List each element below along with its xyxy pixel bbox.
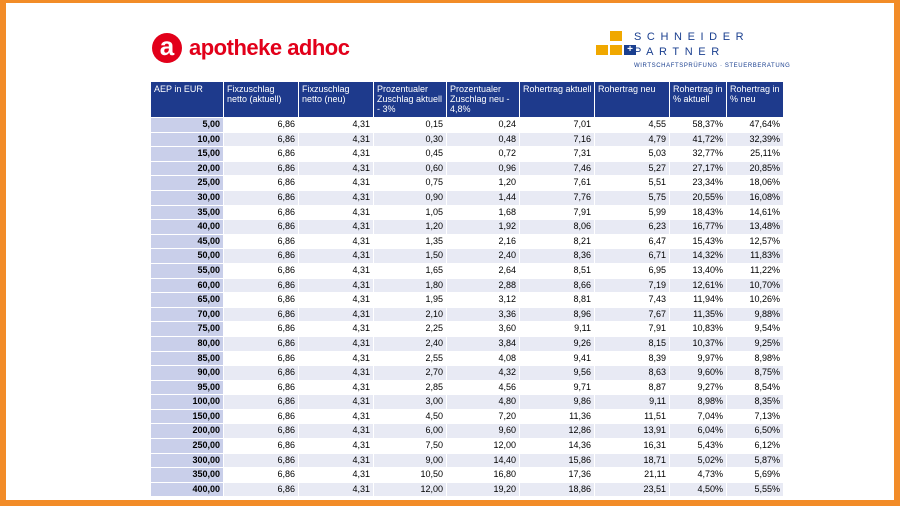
table-cell: 6,86 bbox=[224, 147, 298, 161]
table-cell: 7,16 bbox=[520, 133, 594, 147]
table-cell: 7,04% bbox=[670, 410, 726, 424]
table-cell: 6,86 bbox=[224, 206, 298, 220]
table-cell: 16,77% bbox=[670, 220, 726, 234]
table-cell: 23,34% bbox=[670, 176, 726, 190]
logo-tagline-text: WIRTSCHAFTSPRÜFUNG · STEUERBERATUNG bbox=[634, 63, 791, 69]
table-cell: 0,72 bbox=[447, 147, 519, 161]
table-cell: 14,40 bbox=[447, 454, 519, 468]
table-cell: 21,11 bbox=[595, 468, 669, 482]
table-cell: 6,86 bbox=[224, 424, 298, 438]
table-cell: 9,97% bbox=[670, 352, 726, 366]
table-cell: 6,23 bbox=[595, 220, 669, 234]
table-cell: 4,31 bbox=[299, 410, 373, 424]
table-row bbox=[151, 410, 783, 424]
table-cell: 5,87% bbox=[727, 454, 783, 468]
table-cell: 12,00 bbox=[447, 439, 519, 453]
table-cell: 7,67 bbox=[595, 308, 669, 322]
table-row bbox=[151, 249, 783, 263]
table-cell: 4,31 bbox=[299, 176, 373, 190]
table-cell: 6,86 bbox=[224, 454, 298, 468]
table-cell: 4,31 bbox=[299, 235, 373, 249]
table-cell: 8,54% bbox=[727, 381, 783, 395]
aep-cell: 15,00 bbox=[151, 147, 223, 161]
table-row bbox=[151, 366, 783, 380]
table-cell: 8,66 bbox=[520, 279, 594, 293]
table-cell: 41,72% bbox=[670, 133, 726, 147]
table-row bbox=[151, 133, 783, 147]
table-cell: 4,32 bbox=[447, 366, 519, 380]
table-cell: 11,36 bbox=[520, 410, 594, 424]
apotheke-adhoc-logo bbox=[152, 33, 349, 63]
table-cell: 1,95 bbox=[374, 293, 446, 307]
aep-cell: 10,00 bbox=[151, 133, 223, 147]
table-cell: 8,15 bbox=[595, 337, 669, 351]
aep-cell: 90,00 bbox=[151, 366, 223, 380]
table-cell: 18,71 bbox=[595, 454, 669, 468]
table-cell: 2,85 bbox=[374, 381, 446, 395]
table-row bbox=[151, 322, 783, 336]
table-cell: 6,86 bbox=[224, 395, 298, 409]
table-cell: 6,86 bbox=[224, 308, 298, 322]
aep-cell: 350,00 bbox=[151, 468, 223, 482]
table-cell: 4,79 bbox=[595, 133, 669, 147]
table-cell: 4,31 bbox=[299, 483, 373, 497]
table-cell: 2,40 bbox=[374, 337, 446, 351]
table-row bbox=[151, 439, 783, 453]
table-cell: 11,35% bbox=[670, 308, 726, 322]
table-cell: 0,96 bbox=[447, 162, 519, 176]
aep-cell: 250,00 bbox=[151, 439, 223, 453]
table-cell: 1,92 bbox=[447, 220, 519, 234]
table-cell: 7,19 bbox=[595, 279, 669, 293]
table-cell: 6,86 bbox=[224, 410, 298, 424]
table-cell: 4,31 bbox=[299, 308, 373, 322]
table-cell: 6,71 bbox=[595, 249, 669, 263]
table-cell: 12,61% bbox=[670, 279, 726, 293]
table-cell: 8,96 bbox=[520, 308, 594, 322]
table-cell: 11,94% bbox=[670, 293, 726, 307]
table-cell: 4,31 bbox=[299, 249, 373, 263]
column-header: Fixzuschlag netto (neu) bbox=[299, 82, 373, 117]
table-cell: 16,80 bbox=[447, 468, 519, 482]
table-body bbox=[151, 118, 783, 496]
table-cell: 3,12 bbox=[447, 293, 519, 307]
table-cell: 16,31 bbox=[595, 439, 669, 453]
table-cell: 12,57% bbox=[727, 235, 783, 249]
table-cell: 11,22% bbox=[727, 264, 783, 278]
table-cell: 1,05 bbox=[374, 206, 446, 220]
table-cell: 19,20 bbox=[447, 483, 519, 497]
table-cell: 7,13% bbox=[727, 410, 783, 424]
table-cell: 25,11% bbox=[727, 147, 783, 161]
table-cell: 47,64% bbox=[727, 118, 783, 132]
aep-cell: 95,00 bbox=[151, 381, 223, 395]
aep-cell: 45,00 bbox=[151, 235, 223, 249]
table-cell: 9,00 bbox=[374, 454, 446, 468]
table-cell: 13,91 bbox=[595, 424, 669, 438]
table-cell: 4,31 bbox=[299, 468, 373, 482]
table-cell: 1,65 bbox=[374, 264, 446, 278]
table-cell: 10,50 bbox=[374, 468, 446, 482]
table-row bbox=[151, 483, 783, 497]
table-cell: 7,50 bbox=[374, 439, 446, 453]
table-cell: 7,31 bbox=[520, 147, 594, 161]
aep-cell: 60,00 bbox=[151, 279, 223, 293]
table-cell: 8,51 bbox=[520, 264, 594, 278]
table-cell: 8,21 bbox=[520, 235, 594, 249]
table-cell: 0,75 bbox=[374, 176, 446, 190]
table-cell: 6,47 bbox=[595, 235, 669, 249]
aep-cell: 80,00 bbox=[151, 337, 223, 351]
table-cell: 0,60 bbox=[374, 162, 446, 176]
table-cell: 11,51 bbox=[595, 410, 669, 424]
table-cell: 16,08% bbox=[727, 191, 783, 205]
column-header: AEP in EUR bbox=[151, 82, 223, 117]
table-cell: 1,35 bbox=[374, 235, 446, 249]
table-cell: 5,75 bbox=[595, 191, 669, 205]
table-cell: 4,31 bbox=[299, 352, 373, 366]
table-cell: 3,60 bbox=[447, 322, 519, 336]
table-cell: 4,31 bbox=[299, 395, 373, 409]
aep-cell: 20,00 bbox=[151, 162, 223, 176]
table-cell: 7,91 bbox=[520, 206, 594, 220]
table-cell: 3,00 bbox=[374, 395, 446, 409]
table-cell: 1,68 bbox=[447, 206, 519, 220]
table-cell: 0,15 bbox=[374, 118, 446, 132]
table-cell: 6,04% bbox=[670, 424, 726, 438]
table-cell: 5,99 bbox=[595, 206, 669, 220]
logo-schneider-text: SCHNEIDER bbox=[634, 31, 750, 43]
table-cell: 1,44 bbox=[447, 191, 519, 205]
table-row bbox=[151, 176, 783, 190]
aep-cell: 85,00 bbox=[151, 352, 223, 366]
table-cell: 18,06% bbox=[727, 176, 783, 190]
table-cell: 15,43% bbox=[670, 235, 726, 249]
table-cell: 9,26 bbox=[520, 337, 594, 351]
table-cell: 0,30 bbox=[374, 133, 446, 147]
table-cell: 9,54% bbox=[727, 322, 783, 336]
table-cell: 2,16 bbox=[447, 235, 519, 249]
table-cell: 12,00 bbox=[374, 483, 446, 497]
table-cell: 6,86 bbox=[224, 439, 298, 453]
schneider-partner-logo bbox=[596, 31, 791, 75]
table-cell: 18,86 bbox=[520, 483, 594, 497]
table-cell: 5,03 bbox=[595, 147, 669, 161]
logo-plus-icon: + bbox=[624, 45, 636, 55]
table-row bbox=[151, 235, 783, 249]
table-cell: 4,31 bbox=[299, 322, 373, 336]
table-cell: 3,36 bbox=[447, 308, 519, 322]
table-cell: 5,43% bbox=[670, 439, 726, 453]
table-row bbox=[151, 279, 783, 293]
table-cell: 9,25% bbox=[727, 337, 783, 351]
table-cell: 7,76 bbox=[520, 191, 594, 205]
table-cell: 5,02% bbox=[670, 454, 726, 468]
table-cell: 9,71 bbox=[520, 381, 594, 395]
table-cell: 2,64 bbox=[447, 264, 519, 278]
table-cell: 6,86 bbox=[224, 191, 298, 205]
table-cell: 4,31 bbox=[299, 191, 373, 205]
aep-cell: 75,00 bbox=[151, 322, 223, 336]
table-row bbox=[151, 191, 783, 205]
table-cell: 13,40% bbox=[670, 264, 726, 278]
table-cell: 2,55 bbox=[374, 352, 446, 366]
table-cell: 6,86 bbox=[224, 352, 298, 366]
table-cell: 2,70 bbox=[374, 366, 446, 380]
table-cell: 6,86 bbox=[224, 133, 298, 147]
table-cell: 7,91 bbox=[595, 322, 669, 336]
table-cell: 8,06 bbox=[520, 220, 594, 234]
table-row bbox=[151, 308, 783, 322]
table-cell: 6,86 bbox=[224, 162, 298, 176]
table-cell: 9,86 bbox=[520, 395, 594, 409]
aep-cell: 70,00 bbox=[151, 308, 223, 322]
column-header: Rohertrag in % aktuell bbox=[670, 82, 726, 117]
table-cell: 4,31 bbox=[299, 424, 373, 438]
table-row bbox=[151, 118, 783, 132]
table-cell: 6,86 bbox=[224, 264, 298, 278]
table-cell: 15,86 bbox=[520, 454, 594, 468]
table-cell: 32,77% bbox=[670, 147, 726, 161]
table-cell: 7,46 bbox=[520, 162, 594, 176]
table-cell: 6,86 bbox=[224, 279, 298, 293]
table-cell: 4,31 bbox=[299, 337, 373, 351]
table-cell: 7,43 bbox=[595, 293, 669, 307]
table-row bbox=[151, 395, 783, 409]
table-row bbox=[151, 352, 783, 366]
table-cell: 4,31 bbox=[299, 162, 373, 176]
table-cell: 6,86 bbox=[224, 118, 298, 132]
logo-square-icon bbox=[610, 31, 622, 41]
table-row bbox=[151, 206, 783, 220]
table-cell: 4,31 bbox=[299, 118, 373, 132]
column-header: Rohertrag aktuell bbox=[520, 82, 594, 117]
table-cell: 6,50% bbox=[727, 424, 783, 438]
table-cell: 1,50 bbox=[374, 249, 446, 263]
table-cell: 8,35% bbox=[727, 395, 783, 409]
aep-cell: 5,00 bbox=[151, 118, 223, 132]
table-cell: 8,81 bbox=[520, 293, 594, 307]
margin-comparison-table bbox=[150, 81, 784, 497]
table-cell: 9,60% bbox=[670, 366, 726, 380]
table-cell: 5,51 bbox=[595, 176, 669, 190]
aep-cell: 30,00 bbox=[151, 191, 223, 205]
table-cell: 4,50 bbox=[374, 410, 446, 424]
table-cell: 0,48 bbox=[447, 133, 519, 147]
table-cell: 0,45 bbox=[374, 147, 446, 161]
table-header-row bbox=[151, 82, 783, 117]
aep-cell: 300,00 bbox=[151, 454, 223, 468]
table-cell: 9,88% bbox=[727, 308, 783, 322]
table-cell: 14,32% bbox=[670, 249, 726, 263]
apotheke-adhoc-mark-icon: a bbox=[152, 33, 182, 63]
table-cell: 4,08 bbox=[447, 352, 519, 366]
table-cell: 8,39 bbox=[595, 352, 669, 366]
table-cell: 7,01 bbox=[520, 118, 594, 132]
aep-cell: 65,00 bbox=[151, 293, 223, 307]
table-cell: 1,80 bbox=[374, 279, 446, 293]
aep-cell: 100,00 bbox=[151, 395, 223, 409]
table-cell: 13,48% bbox=[727, 220, 783, 234]
table-cell: 5,55% bbox=[727, 483, 783, 497]
table-cell: 2,88 bbox=[447, 279, 519, 293]
table-cell: 8,75% bbox=[727, 366, 783, 380]
table-cell: 6,86 bbox=[224, 381, 298, 395]
table-cell: 11,83% bbox=[727, 249, 783, 263]
table-cell: 12,86 bbox=[520, 424, 594, 438]
table-cell: 6,86 bbox=[224, 220, 298, 234]
column-header: Fixzuschlag netto (aktuell) bbox=[224, 82, 298, 117]
logo-square-icon bbox=[596, 45, 608, 55]
aep-cell: 40,00 bbox=[151, 220, 223, 234]
table-cell: 20,85% bbox=[727, 162, 783, 176]
table-cell: 4,31 bbox=[299, 206, 373, 220]
table-cell: 6,86 bbox=[224, 322, 298, 336]
table-cell: 0,24 bbox=[447, 118, 519, 132]
table-cell: 4,55 bbox=[595, 118, 669, 132]
table-cell: 0,90 bbox=[374, 191, 446, 205]
table-cell: 9,41 bbox=[520, 352, 594, 366]
table-cell: 10,83% bbox=[670, 322, 726, 336]
table-cell: 4,31 bbox=[299, 293, 373, 307]
table-cell: 23,51 bbox=[595, 483, 669, 497]
table-cell: 7,61 bbox=[520, 176, 594, 190]
table-cell: 6,95 bbox=[595, 264, 669, 278]
table-cell: 6,86 bbox=[224, 235, 298, 249]
table-cell: 8,87 bbox=[595, 381, 669, 395]
table-cell: 8,36 bbox=[520, 249, 594, 263]
apotheke-adhoc-wordmark: apotheke adhoc bbox=[189, 35, 350, 60]
table-cell: 4,31 bbox=[299, 133, 373, 147]
table-cell: 4,31 bbox=[299, 264, 373, 278]
aep-cell: 55,00 bbox=[151, 264, 223, 278]
table-cell: 4,31 bbox=[299, 147, 373, 161]
table-cell: 4,50% bbox=[670, 483, 726, 497]
table-cell: 9,11 bbox=[595, 395, 669, 409]
table-cell: 2,25 bbox=[374, 322, 446, 336]
table-row bbox=[151, 220, 783, 234]
table-cell: 6,86 bbox=[224, 249, 298, 263]
table-row bbox=[151, 468, 783, 482]
table-cell: 6,86 bbox=[224, 176, 298, 190]
column-header: Rohertrag neu bbox=[595, 82, 669, 117]
table-cell: 8,98% bbox=[727, 352, 783, 366]
table-cell: 2,40 bbox=[447, 249, 519, 263]
table-cell: 6,00 bbox=[374, 424, 446, 438]
table-cell: 1,20 bbox=[447, 176, 519, 190]
aep-cell: 35,00 bbox=[151, 206, 223, 220]
table-row bbox=[151, 454, 783, 468]
table-cell: 7,20 bbox=[447, 410, 519, 424]
table-cell: 6,12% bbox=[727, 439, 783, 453]
table-cell: 9,27% bbox=[670, 381, 726, 395]
table-row bbox=[151, 337, 783, 351]
table-row bbox=[151, 293, 783, 307]
table-cell: 9,60 bbox=[447, 424, 519, 438]
table-cell: 6,86 bbox=[224, 293, 298, 307]
table-cell: 9,56 bbox=[520, 366, 594, 380]
table-cell: 4,31 bbox=[299, 381, 373, 395]
column-header: Prozentualer Zuschlag aktuell - 3% bbox=[374, 82, 446, 117]
table-cell: 27,17% bbox=[670, 162, 726, 176]
table-cell: 32,39% bbox=[727, 133, 783, 147]
aep-cell: 400,00 bbox=[151, 483, 223, 497]
table-cell: 10,70% bbox=[727, 279, 783, 293]
aep-cell: 50,00 bbox=[151, 249, 223, 263]
table-row bbox=[151, 381, 783, 395]
table-cell: 8,63 bbox=[595, 366, 669, 380]
logo-partner-text: PARTNER bbox=[634, 46, 725, 58]
table-cell: 2,10 bbox=[374, 308, 446, 322]
aep-cell: 25,00 bbox=[151, 176, 223, 190]
column-header: Prozentualer Zuschlag neu - 4,8% bbox=[447, 82, 519, 117]
table-cell: 4,73% bbox=[670, 468, 726, 482]
table-cell: 6,86 bbox=[224, 337, 298, 351]
table-cell: 9,11 bbox=[520, 322, 594, 336]
table-cell: 20,55% bbox=[670, 191, 726, 205]
table-cell: 6,86 bbox=[224, 468, 298, 482]
table-cell: 17,36 bbox=[520, 468, 594, 482]
table-cell: 6,86 bbox=[224, 483, 298, 497]
table-row bbox=[151, 264, 783, 278]
table-cell: 10,26% bbox=[727, 293, 783, 307]
column-header: Rohertrag in % neu bbox=[727, 82, 783, 117]
table-cell: 4,31 bbox=[299, 279, 373, 293]
table-cell: 8,98% bbox=[670, 395, 726, 409]
table-cell: 10,37% bbox=[670, 337, 726, 351]
table-cell: 6,86 bbox=[224, 366, 298, 380]
table-cell: 4,31 bbox=[299, 454, 373, 468]
table-cell: 58,37% bbox=[670, 118, 726, 132]
table-cell: 3,84 bbox=[447, 337, 519, 351]
table-row bbox=[151, 162, 783, 176]
table-cell: 14,36 bbox=[520, 439, 594, 453]
table-cell: 4,31 bbox=[299, 220, 373, 234]
aep-cell: 150,00 bbox=[151, 410, 223, 424]
table-cell: 4,31 bbox=[299, 439, 373, 453]
table-cell: 5,69% bbox=[727, 468, 783, 482]
table-cell: 18,43% bbox=[670, 206, 726, 220]
table-row bbox=[151, 147, 783, 161]
table-cell: 4,80 bbox=[447, 395, 519, 409]
aep-cell: 200,00 bbox=[151, 424, 223, 438]
logo-square-icon bbox=[610, 45, 622, 55]
table-cell: 1,20 bbox=[374, 220, 446, 234]
table-cell: 5,27 bbox=[595, 162, 669, 176]
table-cell: 4,31 bbox=[299, 366, 373, 380]
table-row bbox=[151, 424, 783, 438]
table-cell: 14,61% bbox=[727, 206, 783, 220]
table-cell: 4,56 bbox=[447, 381, 519, 395]
